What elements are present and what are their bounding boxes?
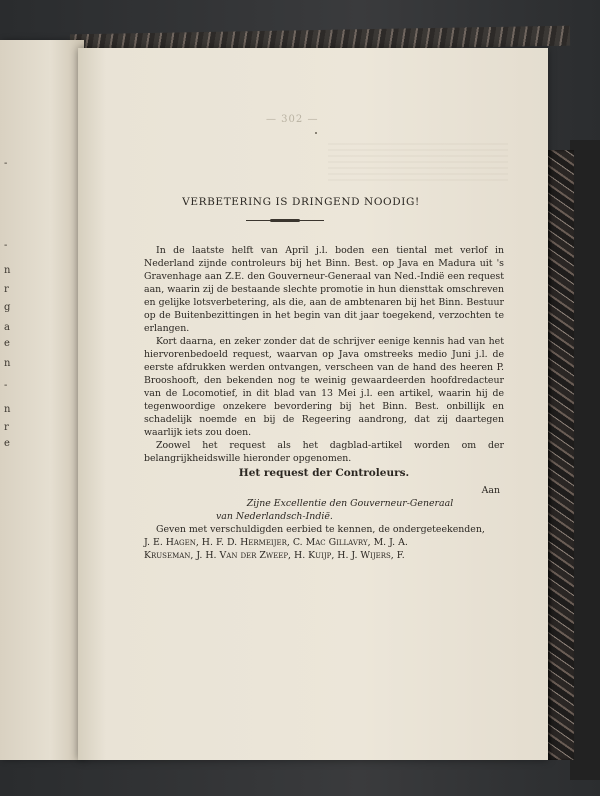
book-spine-edge [570,140,600,780]
left-page-fragment: - [4,158,8,169]
marbled-cover-board [548,150,574,760]
left-page-fragment: e [4,338,10,349]
left-page-fragment: n [4,358,11,369]
left-page-fragment: r [4,284,9,295]
left-page [0,40,84,760]
left-page-fragment: n [4,404,11,415]
paragraph: In de laatste helft van April j.l. boden een tiental met verlof in Nederland zijnde controleurs bij het Binn. Best. op Java en Madura uit 's Gravenhage aan Z.E. den Gouverneur-Generaal van Ned.-Indië een request aan, waarin zij de bestaande slechte promotie in hun diensttak omschreven en gelijke lotsverbetering, als die, aan de ambtenaren bij het Binn. Bestuur op de Buitenbezittingen in het begin van dit jaar toegekend, verzochten te erlangen. [144,245,504,334]
page-number: — 302 — [266,114,319,125]
address-line-1: Zijne Excellentie den Gouverneur-Generaal [246,498,454,509]
address-line-2: van Nederlandsch-Indië. [216,511,333,522]
paragraph: Zoowel het request als het dagblad-artikel worden om der belangrijkheidswille hieronder opgenomen. [144,440,504,464]
signatories-line-1: J. E. Hagen, H. F. D. Hermeijer, C. Mac Gillavry, M. J. A. [144,537,408,548]
left-page-fragment: a [4,322,10,333]
section-heading: Het request der Controleurs. [238,467,410,479]
left-page-fragment: e [4,438,10,449]
book-page [78,48,548,760]
signatories-line-2: Kruseman, J. H. Van der Zweep, H. Kuijp, H. J. Wijers, F. [144,550,405,561]
address-aan: Aan [481,485,500,496]
paragraph: Kort daarna, en zeker zonder dat de schrijver eenige kennis had van het hiervorenbedoeld request, waarvan op Java omstreeks medio Juni j.l. de eerste afdrukken werden ontvangen, verscheen van de hand des heeren P. Brooshooft, den bekenden nog te weinig gewaardeerden hoofdredacteur van de Locomotief, in dit blad van 13 Mei j.l. een artikel, waarin hij de tegenwoordige onzekere bevordering bij het Binn. Best. onbillijk en schadelijk noemde en bij de Regeering aandrong, dat zij daartegen waarlijk iets zou doen. [144,336,504,438]
left-page-fragment: n [4,265,11,276]
closing-intro: Geven met verschuldigden eerbied te kennen, de ondergeteekenden, [156,524,485,535]
print-speck [315,132,317,134]
left-page-fragment: - [4,380,8,391]
left-page-fragment: g [4,302,11,313]
left-page-fragment: - [4,240,8,251]
title-rule [246,220,324,221]
body-text [144,244,504,562]
bleed-through-text [328,143,508,183]
page-title: VERBETERING IS DRINGEND NOODIG! [182,196,420,208]
left-page-fragment: r [4,422,9,433]
